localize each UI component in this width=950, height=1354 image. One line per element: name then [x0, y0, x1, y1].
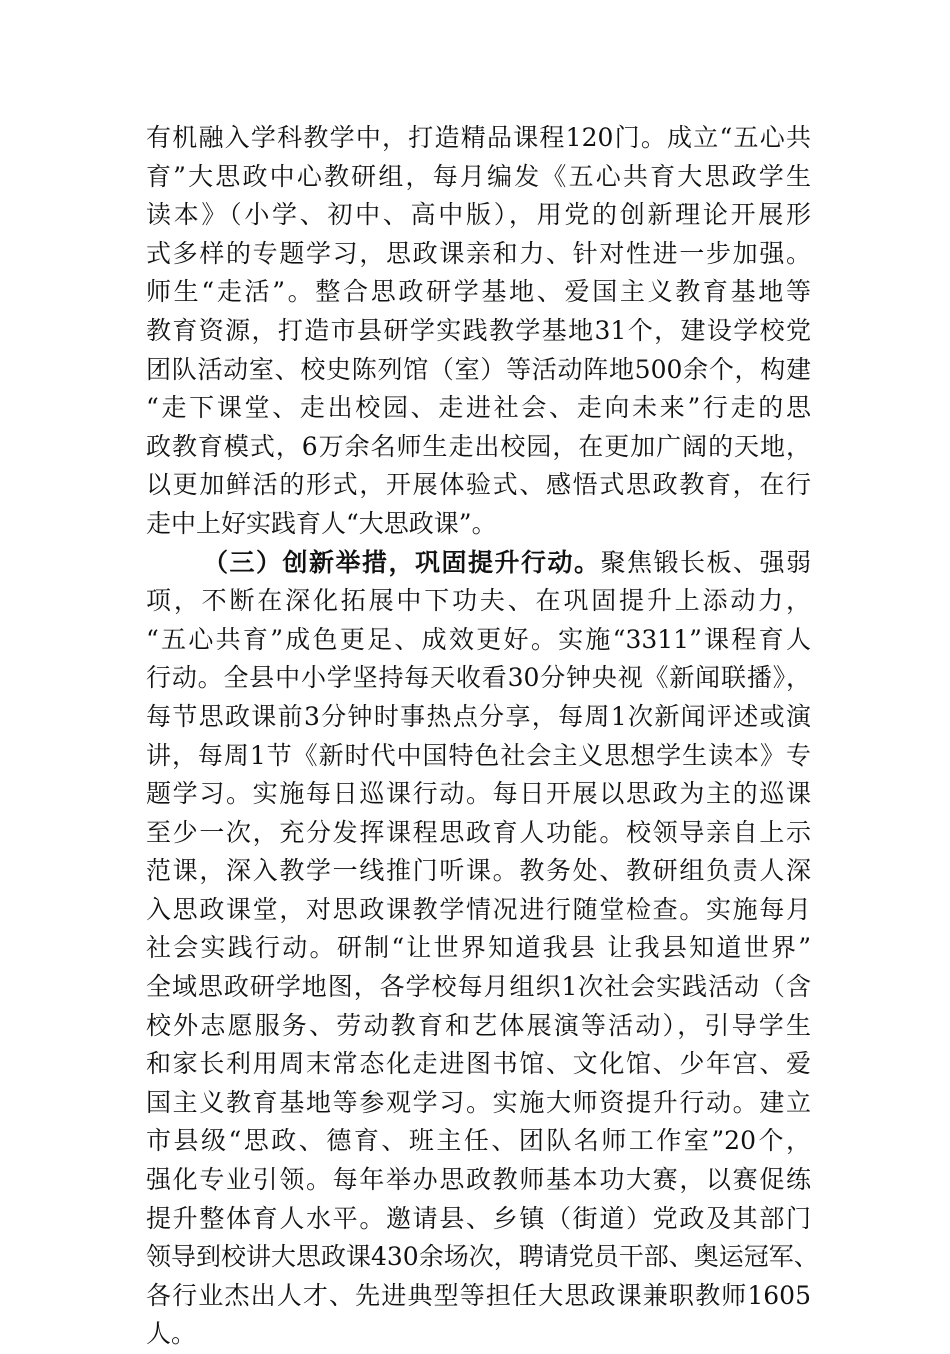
text-line: 政教育模式，6万余名师生走出校园，在更加广阔的天地，: [146, 431, 811, 461]
text-line: 行动。全县中小学坚持每天收看30分钟央视《新闻联播》，: [146, 663, 811, 693]
text-line: 人。: [146, 1319, 197, 1349]
text-line: 全域思政研学地图，各学校每月组织1次社会实践活动（含: [146, 972, 811, 1002]
text-line: 题学习。实施每日巡课行动。每日开展以思政为主的巡课: [146, 779, 811, 809]
paragraph-1: [146, 119, 811, 544]
text-line: 校外志愿服务、劳动教育和艺体展演等活动），引导学生: [146, 1010, 811, 1040]
text-line: 师生“走活”。整合思政研学基地、爱国主义教育基地等: [146, 277, 811, 307]
text-line: “走下课堂、走出校园、走进社会、走向未来”行走的思: [146, 393, 811, 423]
text-line: 社会实践行动。研制“让世界知道我县 让我县知道世界”: [146, 933, 811, 963]
text-line: 育”大思政中心教研组，每月编发《五心共育大思政学生: [146, 161, 811, 191]
paragraph-first-line: [146, 544, 811, 583]
text-line: 读本》（小学、初中、高中版），用党的创新理论开展形: [146, 200, 811, 230]
text-line: 走中上好实践育人“大思政课”。: [146, 508, 497, 538]
text-line: 讲，每周1节《新时代中国特色社会主义思想学生读本》专: [146, 740, 811, 770]
text-line: 范课，深入教学一线推门听课。教务处、教研组负责人深: [146, 856, 811, 886]
paragraph-2: [146, 544, 819, 1354]
text-line: 以更加鲜活的形式，开展体验式、感悟式思政教育，在行: [146, 470, 811, 500]
text-line: 每节思政课前3分钟时事热点分享，每周1次新闻评述或演: [146, 701, 811, 731]
text-line: 式多样的专题学习，思政课亲和力、针对性进一步加强。: [146, 238, 811, 268]
body-text: [146, 119, 819, 1354]
text-line: 和家长利用周末常态化走进图书馆、文化馆、少年宫、爱: [146, 1049, 811, 1079]
text-line: 领导到校讲大思政课430余场次，聘请党员干部、奥运冠军、: [146, 1242, 819, 1272]
text-line: 有机融入学科教学中，打造精品课程120门。成立“五心共: [146, 123, 811, 152]
text-line: 国主义教育基地等参观学习。实施大师资提升行动。建立: [146, 1087, 811, 1117]
text-line: 教育资源，打造市县研学实践教学基地31个，建设学校党: [146, 315, 811, 345]
text-line: 入思政课堂，对思政课教学情况进行随堂检查。实施每月: [146, 894, 811, 924]
text-line: 市县级“思政、德育、班主任、团队名师工作室”20个，: [146, 1126, 811, 1156]
text-line: 各行业杰出人才、先进典型等担任大思政课兼职教师1605: [146, 1280, 811, 1310]
section-heading: （三）创新举措，巩固提升行动。: [203, 547, 601, 577]
text-line: 团队活动室、校史陈列馆（室）等活动阵地500余个，构建: [146, 354, 811, 384]
text-line: 项，不断在深化拓展中下功夫、在巩固提升上添动力，: [146, 586, 811, 616]
text-line: 至少一次，充分发挥课程思政育人功能。校领导亲自上示: [146, 817, 811, 847]
text-line: “五心共育”成色更足、成效更好。实施“3311”课程育人: [146, 624, 811, 654]
text-segment: 聚焦锻长板、强弱: [600, 547, 811, 577]
text-line: 提升整体育人水平。邀请县、乡镇（街道）党政及其部门: [146, 1203, 811, 1233]
text-line: 强化专业引领。每年举办思政教师基本功大赛，以赛促练: [146, 1165, 811, 1195]
